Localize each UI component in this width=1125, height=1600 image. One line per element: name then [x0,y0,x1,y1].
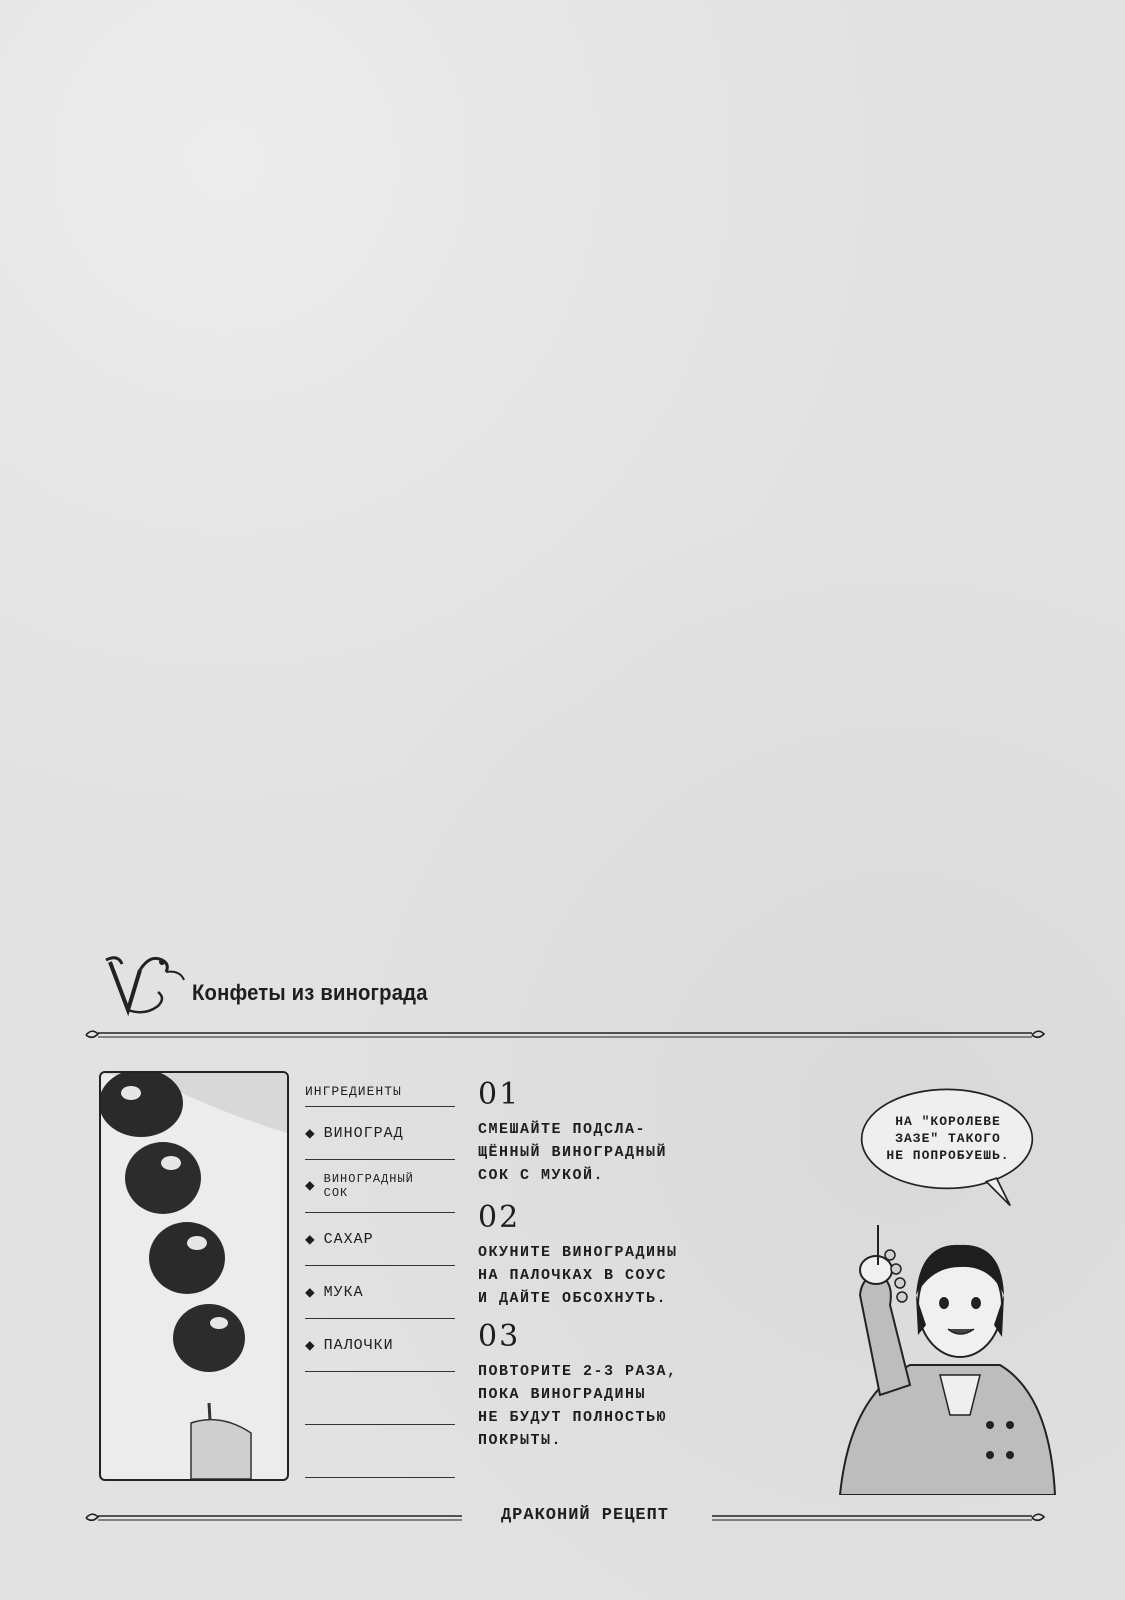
step [478,1320,758,1452]
step [478,1201,758,1310]
ingredient-blank-line [305,1372,455,1425]
diamond-icon: ◆ [305,1177,316,1195]
ingredient-item [305,1213,455,1266]
diamond-icon: ◆ [305,1284,316,1302]
diamond-icon: ◆ [305,1125,316,1143]
step-number: 01 [478,1077,521,1112]
step-number: 03 [478,1319,521,1354]
speech-bubble-text: НА "КОРОЛЕВЕ ЗАЗЕ" ТАКОГО НЕ ПОПРОБУЕШЬ. [886,1114,1010,1163]
recipe-steps [478,1078,758,1462]
ingredients-header: ИНГРЕДИЕНТЫ [305,1078,455,1107]
step [478,1078,758,1187]
grape-candy-illustration [99,1071,289,1481]
ingredient-blank-line [305,1425,455,1478]
ingredient-item [305,1319,455,1372]
ingredient-label: ВИНОГРАДНЫЙ СОК [323,1172,414,1200]
ingredient-item [305,1107,455,1160]
step-number: 02 [478,1200,521,1235]
step-text: ОКУНИТЕ ВИНОГРАДИНЫ НА ПАЛОЧКАХ В СОУС И ДАЙТЕ ОБСОХНУТЬ. [478,1244,678,1307]
ingredient-label: САХАР [323,1230,374,1248]
step-text: СМЕШАЙТЕ ПОДСЛА- ЩЁННЫЙ ВИНОГРАДНЫЙ СОК С МУКОЙ. [478,1121,668,1184]
diamond-icon: ◆ [305,1231,316,1249]
chef-character [820,1225,1060,1495]
ingredient-label: ВИНОГРАД [323,1124,404,1142]
recipe-title: Конфеты из винограда [192,980,428,1005]
top-divider [82,1026,1048,1044]
ingredient-item [305,1266,455,1319]
ingredient-label: ПАЛОЧКИ [323,1336,394,1354]
ingredients-list [305,1078,455,1478]
footer-label: ДРАКОНИЙ РЕЦЕПТ [500,1506,670,1525]
ingredient-label: МУКА [323,1283,364,1301]
step-text: ПОВТОРИТЕ 2-3 РАЗА, ПОКА ВИНОГРАДИНЫ НЕ БУДУТ ПОЛНОСТЬЮ ПОКРЫТЫ. [478,1363,678,1449]
grape-skewer-image [101,1073,287,1479]
dragon-ornament-icon [100,950,190,1020]
diamond-icon: ◆ [305,1337,316,1355]
ingredient-item [305,1160,455,1213]
